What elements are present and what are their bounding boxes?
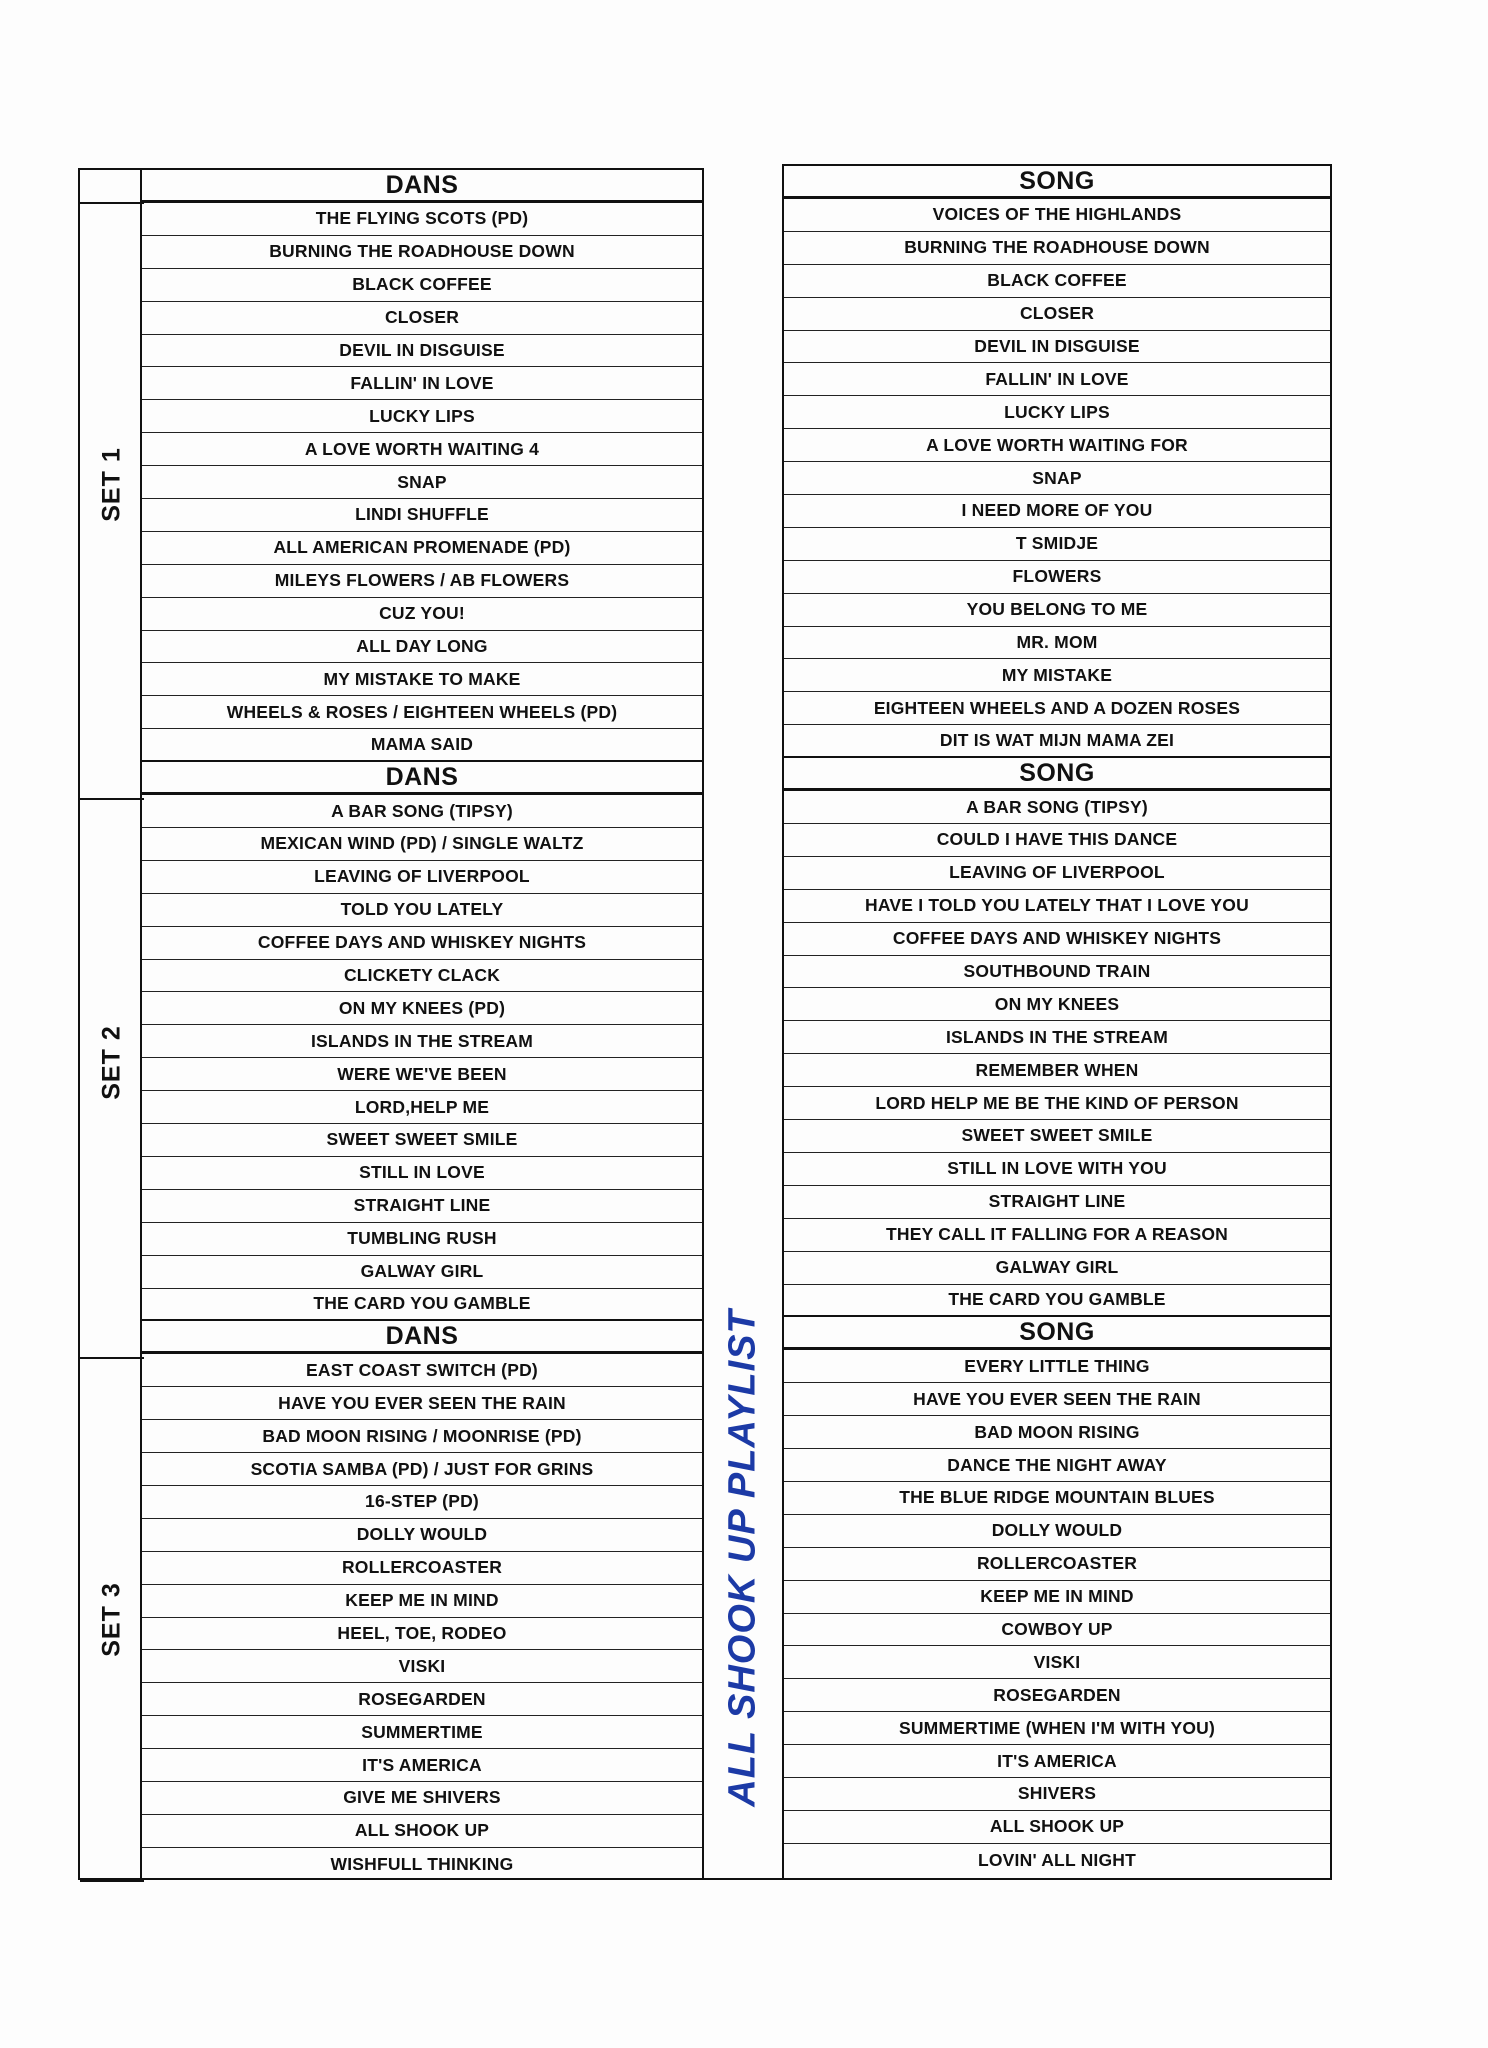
list-item: MAMA SAID (142, 729, 702, 762)
list-item: CUZ YOU! (142, 598, 702, 631)
list-item: IT'S AMERICA (142, 1749, 702, 1782)
list-item: FLOWERS (784, 561, 1330, 594)
list-item: KEEP ME IN MIND (784, 1581, 1330, 1614)
list-item: YOU BELONG TO ME (784, 594, 1330, 627)
list-item: GALWAY GIRL (142, 1256, 702, 1289)
list-item: STILL IN LOVE (142, 1157, 702, 1190)
set-2-song-header: SONG (784, 758, 1330, 791)
list-item: CLICKETY CLACK (142, 960, 702, 993)
list-item: WERE WE'VE BEEN (142, 1058, 702, 1091)
list-item: CLOSER (142, 302, 702, 335)
list-item: ALL DAY LONG (142, 631, 702, 664)
set-1-song-list (784, 199, 1330, 758)
list-item: ISLANDS IN THE STREAM (142, 1025, 702, 1058)
set-1-song-header: SONG (784, 166, 1330, 199)
list-item: BLACK COFFEE (784, 265, 1330, 298)
list-item: SUMMERTIME (WHEN I'M WITH YOU) (784, 1712, 1330, 1745)
list-item: DOLLY WOULD (142, 1519, 702, 1552)
list-item: HAVE YOU EVER SEEN THE RAIN (142, 1387, 702, 1420)
set-1-dans-list (142, 203, 702, 762)
list-item: SUMMERTIME (142, 1716, 702, 1749)
list-item: HAVE I TOLD YOU LATELY THAT I LOVE YOU (784, 890, 1330, 923)
set-1-dans-header: DANS (142, 170, 702, 203)
set-3-song-header: SONG (784, 1317, 1330, 1350)
list-item: EIGHTEEN WHEELS AND A DOZEN ROSES (784, 692, 1330, 725)
list-item: EAST COAST SWITCH (PD) (142, 1354, 702, 1387)
list-item: GIVE ME SHIVERS (142, 1782, 702, 1815)
list-item: STRAIGHT LINE (784, 1186, 1330, 1219)
list-item: GALWAY GIRL (784, 1252, 1330, 1285)
list-item: BLACK COFFEE (142, 269, 702, 302)
list-item: A BAR SONG (TIPSY) (142, 795, 702, 828)
list-item: VISKI (784, 1646, 1330, 1679)
list-item: HEEL, TOE, RODEO (142, 1618, 702, 1651)
list-item: DEVIL IN DISGUISE (142, 335, 702, 368)
list-item: KEEP ME IN MIND (142, 1585, 702, 1618)
list-item: LORD HELP ME BE THE KIND OF PERSON (784, 1087, 1330, 1120)
playlist-sheet (78, 168, 1332, 1880)
set-3-cell (80, 1357, 144, 1882)
set-1-label: SET 1 (97, 447, 126, 522)
list-item: SOUTHBOUND TRAIN (784, 956, 1330, 989)
list-item: WISHFULL THINKING (330, 1853, 514, 1874)
list-item: DEVIL IN DISGUISE (784, 331, 1330, 364)
list-item: MY MISTAKE TO MAKE (142, 663, 702, 696)
list-item: THE CARD YOU GAMBLE (142, 1289, 702, 1322)
list-item: ON MY KNEES (784, 988, 1330, 1021)
list-item: ROSEGARDEN (784, 1679, 1330, 1712)
set-2-dans-list (142, 795, 702, 1321)
list-item: SWEET SWEET SMILE (784, 1120, 1330, 1153)
list-item: EVERY LITTLE THING (784, 1350, 1330, 1383)
list-item: LUCKY LIPS (784, 396, 1330, 429)
list-item: CLOSER (784, 298, 1330, 331)
set-2-dans-header: DANS (142, 762, 702, 795)
set-1-cell (80, 202, 144, 765)
list-item: LEAVING OF LIVERPOOL (784, 857, 1330, 890)
list-item: SCOTIA SAMBA (PD) / JUST FOR GRINS (142, 1453, 702, 1486)
list-item: COULD I HAVE THIS DANCE (784, 824, 1330, 857)
list-item: HAVE YOU EVER SEEN THE RAIN (784, 1383, 1330, 1416)
dans-column (140, 168, 704, 1880)
list-item: VOICES OF THE HIGHLANDS (784, 199, 1330, 232)
list-item: SNAP (784, 462, 1330, 495)
list-item: DANCE THE NIGHT AWAY (784, 1449, 1330, 1482)
list-item: A LOVE WORTH WAITING 4 (142, 433, 702, 466)
playlist-title-column (702, 168, 784, 1880)
list-item: T SMIDJE (784, 528, 1330, 561)
list-item: SHIVERS (784, 1778, 1330, 1811)
list-item: THE FLYING SCOTS (PD) (142, 203, 702, 236)
set-3-dans-list (142, 1354, 702, 1880)
set-3-dans-header: DANS (142, 1321, 702, 1354)
list-item: ROLLERCOASTER (784, 1548, 1330, 1581)
set-3-song-list (784, 1350, 1330, 1876)
set-3-label: SET 3 (97, 1582, 126, 1657)
list-item: REMEMBER WHEN (784, 1054, 1330, 1087)
list-item: THE BLUE RIDGE MOUNTAIN BLUES (784, 1482, 1330, 1515)
list-item: LUCKY LIPS (142, 400, 702, 433)
list-item: STRAIGHT LINE (142, 1190, 702, 1223)
list-item: TOLD YOU LATELY (142, 894, 702, 927)
list-item: 16-STEP (PD) (142, 1486, 702, 1519)
list-item: WHEELS & ROSES / EIGHTEEN WHEELS (PD) (142, 696, 702, 729)
list-item: MR. MOM (784, 627, 1330, 660)
list-item: ROSEGARDEN (142, 1683, 702, 1716)
list-item: MEXICAN WIND (PD) / SINGLE WALTZ (142, 828, 702, 861)
playlist-title: ALL SHOOK UP PLAYLIST (721, 1309, 764, 1807)
list-item: FALLIN' IN LOVE (142, 367, 702, 400)
list-item: TUMBLING RUSH (142, 1223, 702, 1256)
list-item: MILEYS FLOWERS / AB FLOWERS (142, 565, 702, 598)
list-item: LINDI SHUFFLE (142, 499, 702, 532)
list-item: LEAVING OF LIVERPOOL (142, 861, 702, 894)
list-item: LOVIN' ALL NIGHT (977, 1849, 1137, 1870)
list-item: MY MISTAKE (784, 659, 1330, 692)
set-2-song-list (784, 791, 1330, 1317)
list-item: IT'S AMERICA (784, 1745, 1330, 1778)
list-item: STILL IN LOVE WITH YOU (784, 1153, 1330, 1186)
list-item: DOLLY WOULD (784, 1515, 1330, 1548)
set-2-cell (80, 798, 144, 1324)
list-item: COWBOY UP (784, 1614, 1330, 1647)
list-item: ALL SHOOK UP (784, 1811, 1330, 1844)
list-item: COFFEE DAYS AND WHISKEY NIGHTS (784, 923, 1330, 956)
list-item: ALL AMERICAN PROMENADE (PD) (142, 532, 702, 565)
list-item: ALL SHOOK UP (142, 1815, 702, 1848)
list-item: I NEED MORE OF YOU (784, 495, 1330, 528)
list-item: THEY CALL IT FALLING FOR A REASON (784, 1219, 1330, 1252)
list-item: BAD MOON RISING / MOONRISE (PD) (142, 1420, 702, 1453)
set-2-label: SET 2 (97, 1024, 126, 1100)
list-item: VISKI (142, 1650, 702, 1683)
set-label-column (78, 168, 142, 1880)
list-item: A LOVE WORTH WAITING FOR (784, 429, 1330, 462)
list-item: LORD,HELP ME (142, 1091, 702, 1124)
list-item: BURNING THE ROADHOUSE DOWN (142, 236, 702, 269)
list-item: ON MY KNEES (PD) (142, 992, 702, 1025)
list-item: DIT IS WAT MIJN MAMA ZEI (784, 725, 1330, 758)
list-item: BURNING THE ROADHOUSE DOWN (784, 232, 1330, 265)
list-item: SNAP (142, 466, 702, 499)
table-bottom-border (78, 1878, 1332, 1880)
song-column (782, 164, 1332, 1880)
list-item: THE CARD YOU GAMBLE (784, 1285, 1330, 1318)
list-item: FALLIN' IN LOVE (784, 363, 1330, 396)
list-item: ISLANDS IN THE STREAM (784, 1021, 1330, 1054)
list-item: A BAR SONG (TIPSY) (784, 791, 1330, 824)
list-item: ROLLERCOASTER (142, 1552, 702, 1585)
list-item: BAD MOON RISING (784, 1416, 1330, 1449)
list-item: SWEET SWEET SMILE (142, 1124, 702, 1157)
list-item: COFFEE DAYS AND WHISKEY NIGHTS (142, 927, 702, 960)
